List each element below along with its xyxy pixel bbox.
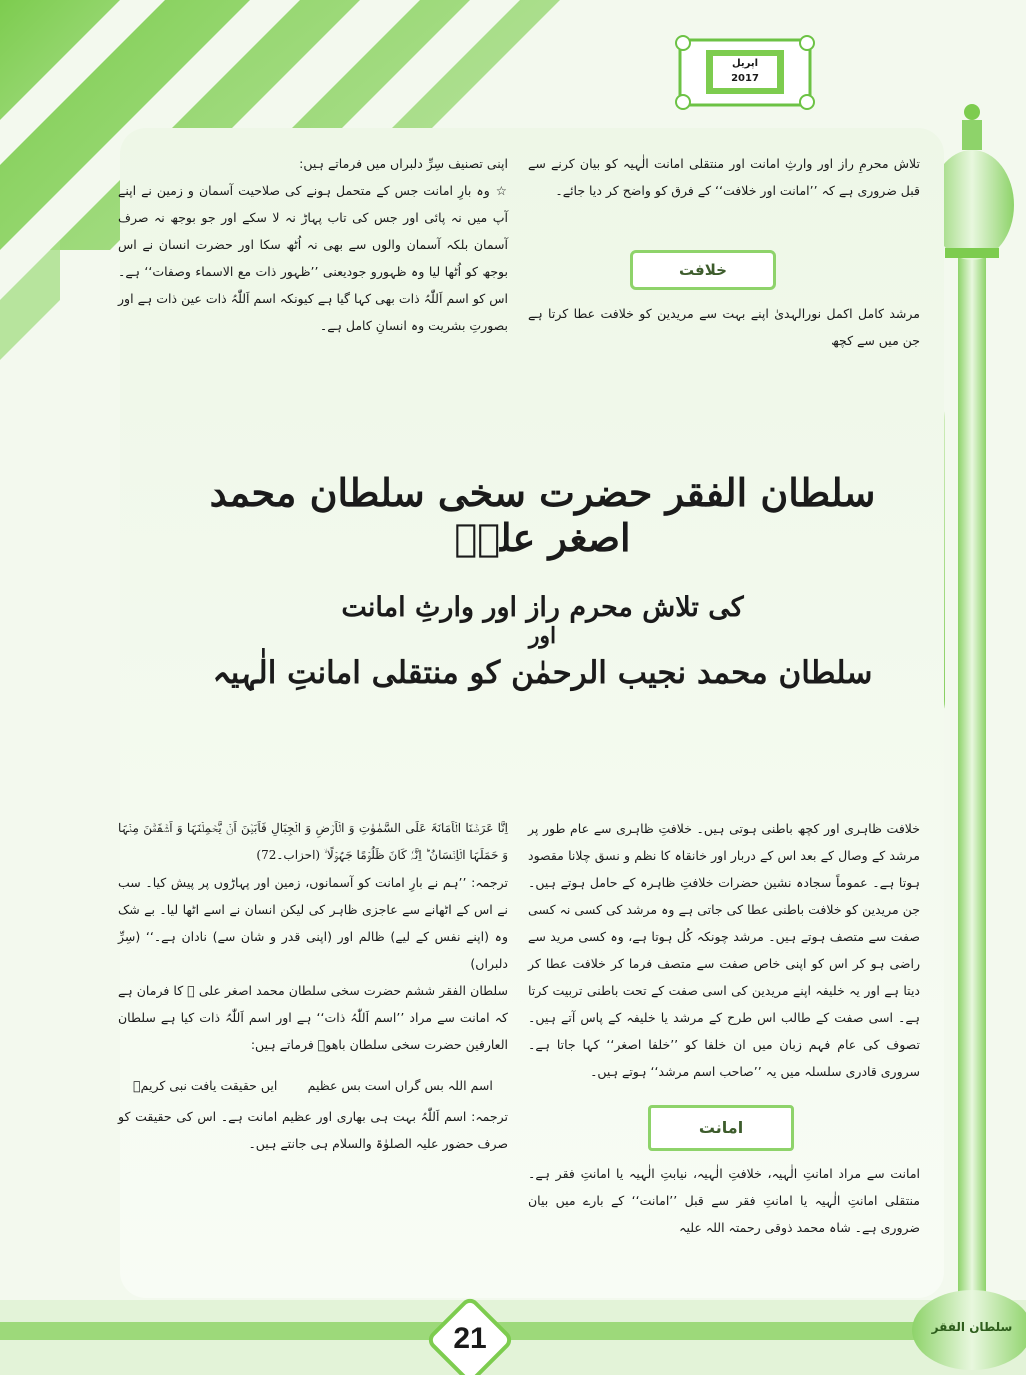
top-left-column [118,150,508,339]
khilafat-paragraph: مرشد کامل اکمل نورالہدیٰ اپنے بہت سے مریدین کو خلافت عطا کرتا ہے جن میں سے کچھ [528,306,920,348]
top-left-intro: اپنی تصنیف سِرِّ دلبراں میں فرماتے ہیں: [299,156,508,171]
bottom-left-column [118,815,508,1157]
amanat-paragraph-box [528,1160,920,1241]
persian-couplet [118,1072,508,1099]
banner-title: سلطان الفقر حضرت سخی سلطان محمد اصغر علیؒ [209,470,876,560]
heading-amanat [648,1105,794,1151]
banner-line-3: اور [528,623,557,649]
khilafat-paragraph-box [528,300,920,354]
banner-line-2: کی تلاش محرم راز اور وارثِ امانت [341,592,744,623]
page-number: 21 [453,1322,487,1355]
issue-month: اپریل [731,58,759,69]
quran-verse: اِنَّا عَرَضۡنَا الۡاَمَانَۃَ عَلَی السَّمٰوٰتِ وَ الۡاَرۡضِ وَ الۡجِبَالِ فَاَبَیۡنَ اَنۡ یَّحۡمِلۡنَہَا وَ اَشۡفَقۡنَ مِنۡہَا وَ حَمَلَہَا الۡاِنۡسَانُ ؕ اِنَّہٗ کَانَ ظَلُوۡمًا جَہُوۡلًا ۙ (احزاب۔72) [118,821,508,862]
issue-badge [713,56,777,88]
intro-paragraph: تلاش محرمِ راز اور وارثِ امانت اور منتقلی امانت الٰہیہ کو بیان کرنے سے قبل ضروری ہے کہ ’’امانت اور خلافت‘‘ کے فرق کو واضح کر دیا جائے۔ [528,156,920,198]
couplet-first-half: اسم اللہ بس گراں است بس عظیم [307,1078,493,1093]
star-bullet-icon: ☆ [495,183,508,198]
top-right-column [528,150,920,204]
couplet-translation: ترجمہ: اسم اَللّٰہُ بہت ہی بھاری اور عظیم امانت ہے۔ اس کی حقیقت کو صرف حضور علیہ الصلوٰۃ والسلام ہی جانتے ہیں۔ [118,1109,508,1151]
heading-khilafat [630,250,776,290]
heading-amanat-label: امانت [698,1118,744,1137]
khilafat-detail-paragraph: خلافت ظاہری اور کچھ باطنی ہوتی ہیں۔ خلافتِ ظاہری سے عام طور پر مرشد کے وصال کے بعد اس کے دربار اور خانقاہ کا نظم و نسق چلانا مقصود ہوتا ہے۔ عموماً سجادہ نشین حضرات خلافتِ ظاہرہ کے حامل ہوتے ہیں۔ جن مریدین کو خلافت باطنی عطا کی جاتی ہے وہ مرشد کی کسی نہ کسی صفت سے متصف ہوتے ہیں۔ مرشد چونکہ کُل ہوتا ہے، وہ کسی مرید سے راضی ہو کر اس کو اپنی خاص صفت سے متصف فرما کر خلافت عطا کر دیتا ہے اور یہ خلیفہ اپنے مریدین کی اسی صفت کے تحت باطنی تربیت کرتا ہے۔ اسی صفت کے طالب اس طرح کے مرشد یا خلیفہ کے پاس آتے ہیں۔ تصوف کی عام فہم زبان میں ان خلفا کو ’’خلفا اصغر‘‘ کہا جاتا ہے۔ سروری قادری سلسلہ میں یہ ’’صاحب اسم مرشد‘‘ ہوتے ہیں۔ [528,821,920,1079]
couplet-second-half: ایں حقیقت یافت نبی کریمؐ [133,1078,278,1093]
verse-translation: ترجمہ: ’’ہم نے بارِ امانت کو آسمانوں، زمین اور پہاڑوں پر پیش کیا۔ سب نے اس کے اٹھانے سے عاجزی ظاہر کی لیکن انسان نے اسے اٹھا لیا۔ بے شک وہ (اپنے نفس کے لیے) ظالم اور (اپنی قدر و شان سے) نادان ہے۔‘‘ (سِرِّ دلبراں) [118,875,508,971]
amanat-paragraph: امانت سے مراد امانتِ الٰہیہ، خلافتِ الٰہیہ، نیابتِ الٰہیہ یا امانتِ فقر ہے۔ منتقلی امانتِ الٰہیہ یا امانتِ فقر سے قبل ’’امانت‘‘ کے بارے میں بیان ضروری ہے۔ شاہ محمد ذوقی رحمتہ اللہ علیہ [528,1166,920,1235]
heading-khilafat-label: خلافت [679,261,727,279]
bottom-right-column [528,815,920,1085]
issue-year: 2017 [731,73,759,84]
top-left-paragraph: وہ بارِ امانت جس کے متحمل ہونے کی صلاحیت آسمان و زمین نے اپنے آپ میں نہ پائی اور جس کی تاب پہاڑ نہ لا سکے اور جو بوجھ نہ صرف آسمان بلکہ آسمان والوں سے بھی نہ اُٹھ سکا اور حضرت انسان نے اس بوجھ کو اُٹھا لیا وہ ظہورو جودیعنی ’’ظہور ذات مع الاسماء وصفات‘‘ ہے۔ اس کو اسم اَللّٰہُ ذات بھی کہا گیا ہے کیونکہ اسم اَللّٰہُ ذات عین ذات ہے اور بصورتِ بشریت وہ انسانِ کامل ہے۔ [118,183,508,333]
banner [185,470,900,691]
magazine-logo: سلطان الفقر [931,1320,1013,1334]
amanat-explanation: سلطان الفقر ششم حضرت سخی سلطان محمد اصغر علی ؒ کا فرمان ہے کہ امانت سے مراد ’’اسم اَللّٰہُ ذات‘‘ ہے اور اسم اَللّٰہُ ذات کیا ہے سلطان العارفین حضرت سخی سلطان باھوؒ فرماتے ہیں: [118,983,508,1052]
banner-line-4: سلطان محمد نجیب الرحمٰن کو منتقلی امانتِ الٰہیہ [212,655,873,691]
